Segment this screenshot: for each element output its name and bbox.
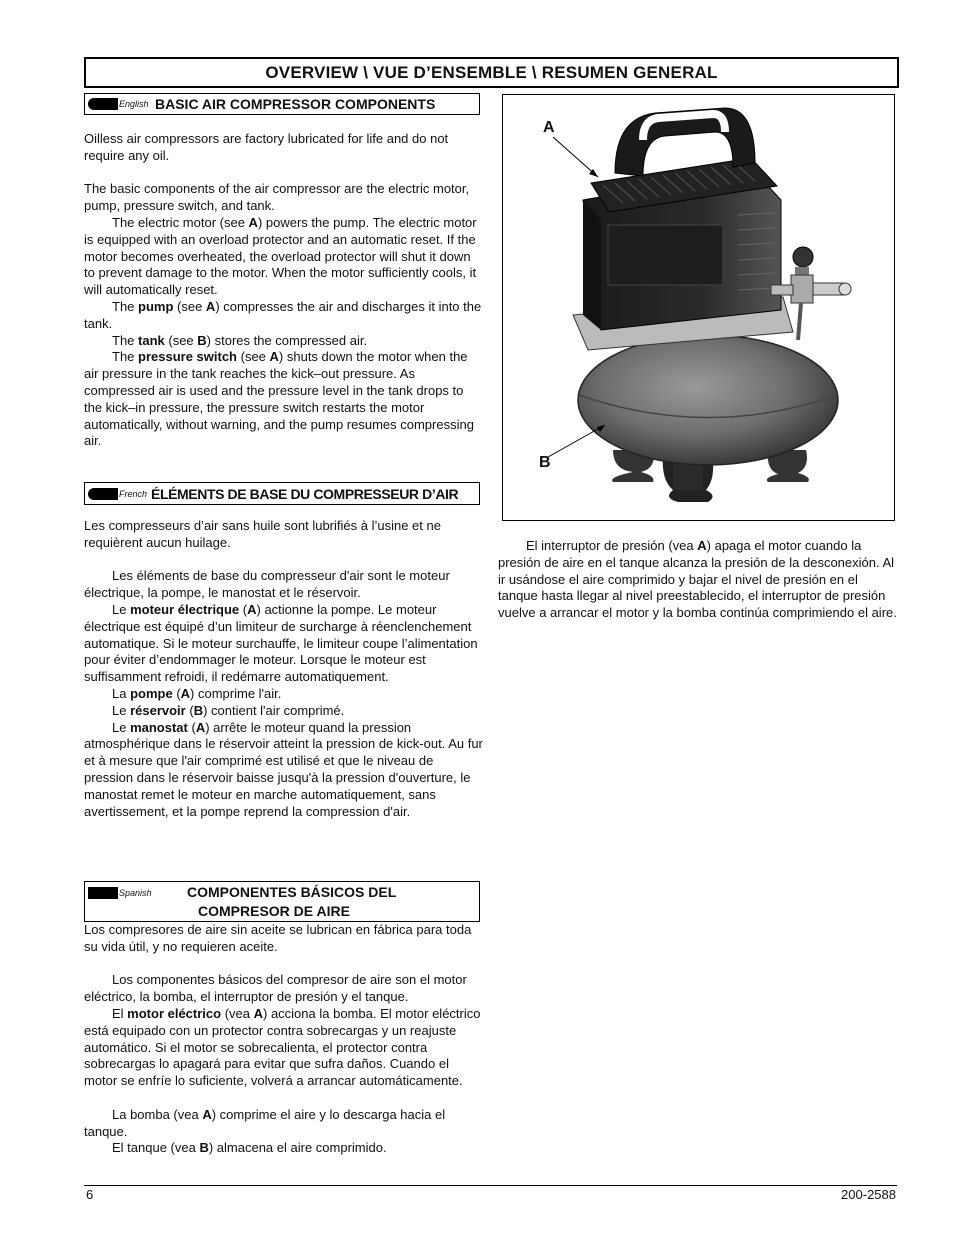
spanish-body-continued [498, 538, 898, 622]
figure-label-b: B [539, 454, 551, 471]
language-label: French [119, 489, 148, 499]
english-body [84, 131, 484, 450]
paragraph: La bomba (vea A) comprime el aire y lo descarga hacia el tanque. [84, 1106, 446, 1139]
section-heading-text: COMPONENTES BÁSICOS DEL [187, 884, 397, 900]
french-flag-icon [88, 488, 147, 500]
paragraph: El tanque (vea B) almacena el aire comprimido. [112, 1140, 387, 1156]
paragraph: Les compresseurs d’air sans huile sont lubrifiés à l’usine et ne requièrent aucun huilage. [84, 518, 441, 550]
paragraph: The tank (see B) stores the compressed air. [112, 332, 368, 348]
figure-label-a: A [543, 119, 555, 136]
section-heading-text: ÉLÉMENTS DE BASE DU COMPRESSEUR D’AIR [151, 486, 459, 502]
paragraph: Les éléments de base du compresseur d'air sont le moteur électrique, la pompe, le manostat et le réservoir. [84, 568, 450, 601]
paragraph: Los compresores de aire sin aceite se lubrican en fábrica para toda su vida útil, y no requieren aceite. [84, 922, 472, 954]
spanish-body [84, 922, 484, 1157]
paragraph: Le réservoir (B) contient l'air comprimé. [112, 702, 345, 718]
section-heading-text: COMPRESOR DE AIRE [198, 903, 350, 919]
paragraph: The pump (see A) compresses the air and discharges it into the tank. [84, 298, 482, 331]
page-title [84, 57, 899, 88]
paragraph: Le moteur électrique (A) actionne la pompe. Le moteur électrique est équipé d’un limiteur de surcharge à réenclenchement automatique. Si le moteur surchauffe, le limiteur coupe l’alimentation pour éviter d’endommager le moteur. Lorsque le moteur est suffisamment refroidi, il redémarre automatiquement. [84, 601, 478, 685]
air-compressor-illustration [503, 95, 893, 519]
document-number: 200-2588 [841, 1187, 896, 1202]
section-heading-french [84, 482, 480, 505]
page-title-text: OVERVIEW \ VUE D’ENSEMBLE \ RESUMEN GENERAL [265, 62, 718, 82]
french-body [84, 518, 484, 820]
section-heading-english [84, 93, 480, 115]
section-heading-spanish [84, 881, 480, 922]
page-number: 6 [86, 1187, 94, 1202]
compressor-figure [502, 94, 895, 521]
english-flag-icon [88, 98, 149, 110]
footer-divider [84, 1185, 897, 1186]
paragraph: El motor eléctrico (vea A) acciona la bomba. El motor eléctrico está equipado con un protector contra sobrecargas y un reajuste automático. Si el motor se sobrecalienta, el protector contra sobrecargas lo apagará para evitar que sufra daños. Cuando el motor se enfríe lo suficiente, volverá a arrancar automáticamente. [84, 1005, 481, 1089]
paragraph: The pressure switch (see A) shuts down the motor when the air pressure in the tank reaches the kick–out pressure. As compressed air is used and the pressure level in the tank drops to the kick–in pressure, the pressure switch restarts the motor automatically, without warning, and the pump resumes compressing air. [84, 349, 474, 449]
spanish-flag-icon [88, 887, 152, 899]
language-label: Spanish [119, 888, 152, 898]
paragraph: The electric motor (see A) powers the pump. The electric motor is equipped with an overload protector and an automatic reset. If the motor becomes overheated, the overload protector will shut it down to prevent damage to the motor. When the motor sufficiently cools, it will automatically reset. [84, 214, 477, 298]
paragraph: El interruptor de presión (vea A) apaga el motor cuando la presión de aire en el tanque alcanza la presión de la desconexión. Al ir usándose el aire comprimido y bajar el nivel de presión en el tanque hasta llegar al nivel preestablecido, el interruptor de presión vuelve a arrancar el motor y la bomba continúa comprimiendo el aire. [498, 538, 897, 621]
paragraph: Le manostat (A) arrête le moteur quand la pression atmosphérique dans le réservoir atteint la pression de kick-out. Au fur et à mesure que l'air comprimé est utilisé et que le niveau de pression dans le réservoir baisse jusqu'à la pression d'ouverture, le manostat remet le moteur en marche automatiquement, sans avertissement, et la pompe reprend la compression d'air. [84, 719, 483, 819]
section-heading-text: BASIC AIR COMPRESSOR COMPONENTS [155, 96, 436, 112]
paragraph: La pompe (A) comprime l'air. [112, 685, 282, 701]
paragraph: Los componentes básicos del compresor de aire son el motor eléctrico, la bomba, el interruptor de presión y el tanque. [84, 972, 467, 1005]
language-label: English [119, 99, 149, 109]
paragraph: Oilless air compressors are factory lubricated for life and do not require any oil. [84, 131, 449, 163]
paragraph: The basic components of the air compressor are the electric motor, pump, pressure switch, and tank. [84, 181, 470, 214]
